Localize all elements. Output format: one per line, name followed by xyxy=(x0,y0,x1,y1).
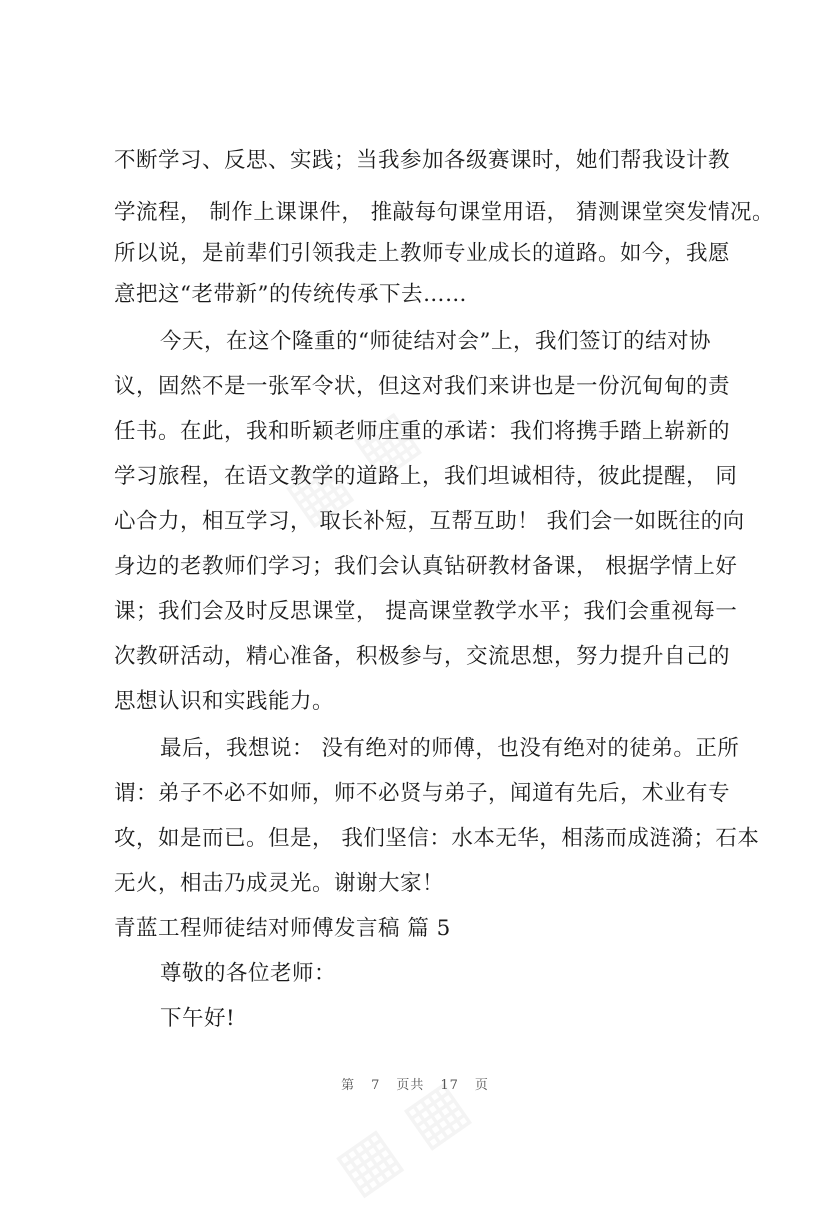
body-line: 任书。在此，我和昕颖老师庄重的承诺：我们将携手踏上崭新的 xyxy=(114,419,731,444)
salutation: 尊敬的各位老师： xyxy=(160,961,337,986)
section-heading: 青蓝工程师徒结对师傅发言稿 篇 5 xyxy=(114,916,451,941)
body-line: 学流程， 制作上课课件， 推敲每句课堂用语， 猜测课堂突发情况。 xyxy=(114,200,775,225)
footer-middle: 页共 xyxy=(396,1078,425,1093)
body-line: 议，固然不是一张军令状，但这对我们来讲也是一份沉甸甸的责 xyxy=(114,374,731,399)
body-line: 所以说，是前辈们引领我走上教师专业成长的道路。如今，我愿 xyxy=(114,241,731,266)
greeting: 下午好! xyxy=(160,1006,236,1031)
body-line: 学习旅程，在语文教学的道路上，我们坦诚相待，彼此提醒， 同 xyxy=(114,464,738,489)
body-line: 次教研活动，精心准备，积极参与，交流思想，努力提升自己的 xyxy=(114,644,731,669)
body-line: 无火，相击乃成灵光。谢谢大家！ xyxy=(114,871,445,896)
page-total: 17 xyxy=(440,1078,459,1093)
body-line: 最后，我想说： 没有绝对的师傅，也没有绝对的徒弟。正所 xyxy=(160,736,740,761)
page-number: 7 xyxy=(371,1078,381,1093)
body-line: 意把这“老带新”的传统传承下去…… xyxy=(114,282,467,307)
page-footer xyxy=(0,1074,830,1093)
body-line: 不断学习、反思、实践；当我参加各级赛课时，她们帮我设计教 xyxy=(114,148,731,173)
body-line: 身边的老教师们学习；我们会认真钻研教材备课， 根据学情上好 xyxy=(114,554,738,579)
body-line: 攻，如是而已。但是， 我们坚信：水本无华，相荡而成涟漪；石本 xyxy=(114,826,760,851)
footer-prefix: 第 xyxy=(341,1078,356,1093)
body-line: 思想认识和实践能力。 xyxy=(114,689,335,714)
body-line: 心合力，相互学习， 取长补短，互帮互助！ 我们会一如既往的向 xyxy=(114,509,745,534)
footer-suffix: 页 xyxy=(474,1078,489,1093)
body-line: 课；我们会及时反思课堂， 提高课堂教学水平；我们会重视每一 xyxy=(114,599,738,624)
body-line: 谓：弟子不必不如师，师不必贤与弟子，闻道有先后，术业有专 xyxy=(114,781,731,806)
body-line: 今天，在这个隆重的“师徒结对会”上，我们签订的结对协 xyxy=(160,329,711,354)
